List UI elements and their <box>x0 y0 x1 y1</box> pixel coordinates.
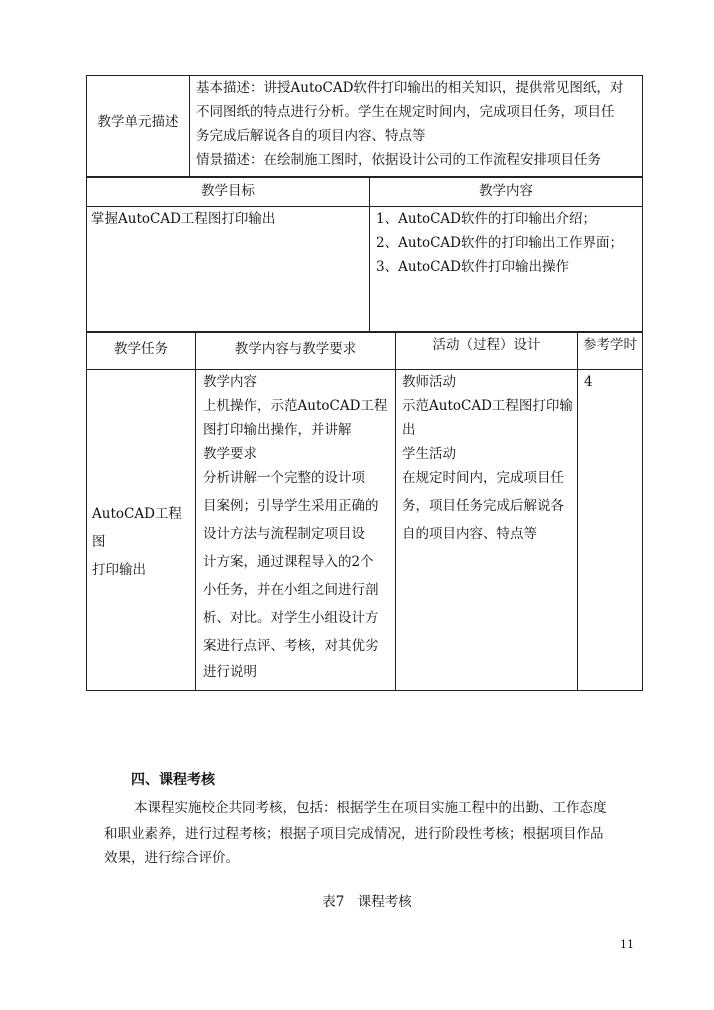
content-item-1: 1、AutoCAD软件的打印输出介绍； <box>376 211 596 227</box>
unit-description-line-1: 基本描述：讲授AutoCAD软件打印输出的相关知识，提供常见图纸，对 <box>196 80 624 96</box>
task-content-line-3: 图打印输出操作，并讲解 <box>203 422 352 438</box>
task-content-line-10: 析、对比。对学生小组设计方 <box>203 610 379 626</box>
activity-line-2: 示范AutoCAD工程图打印输 <box>402 398 573 414</box>
content-header: 教学内容 <box>479 183 533 199</box>
task-content-line-8: 计方案，通过课程导入的2个 <box>203 554 374 570</box>
tasks-table-border-bottom <box>86 690 643 691</box>
activity-line-1: 教师活动 <box>402 374 456 390</box>
top-table-border-right <box>642 75 643 332</box>
activity-line-4: 学生活动 <box>402 446 456 462</box>
tasks-col-divider-2 <box>395 331 396 691</box>
task-content-line-4: 教学要求 <box>203 446 257 462</box>
section-paragraph-line-1: 本课程实施校企共同考核，包括：根据学生在项目实施工程中的出勤、工作态度 <box>134 800 607 816</box>
task-content-line-1: 教学内容 <box>203 374 257 390</box>
table-caption: 表7 课程考核 <box>322 894 412 910</box>
header-activity-design: 活动（过程）设计 <box>432 337 541 353</box>
tasks-table-border-left <box>86 331 87 691</box>
activity-line-3: 出 <box>402 422 416 438</box>
tasks-col-divider-1 <box>195 331 196 691</box>
unit-description-line-3: 务完成后解说各自的项目内容、特点等 <box>196 128 426 144</box>
task-content-line-11: 案进行点评、考核，对其优劣 <box>203 638 379 654</box>
activity-line-5: 在规定时间内，完成项目任 <box>402 470 564 486</box>
content-item-3: 3、AutoCAD软件打印输出操作 <box>376 259 569 275</box>
content-item-2: 2、AutoCAD软件的打印输出工作界面； <box>376 235 623 251</box>
header-content-requirements: 教学内容与教学要求 <box>234 341 357 357</box>
objectives-header: 教学目标 <box>201 183 255 199</box>
task-content-line-9: 小任务，并在小组之间进行剖 <box>203 582 379 598</box>
page-number: 11 <box>620 938 634 951</box>
task-content-line-5: 分析讲解一个完整的设计项 <box>203 470 365 486</box>
objective-text: 掌握AutoCAD工程图打印输出 <box>91 211 276 227</box>
task-name: AutoCAD工程图 打印输出 <box>92 506 182 578</box>
reference-hours-value: 4 <box>584 374 593 390</box>
header-reference-hours: 参考学时 <box>583 337 637 353</box>
unit-description-line-2: 不同图纸的特点进行分析。学生在规定时间内，完成项目任务，项目任 <box>196 104 615 120</box>
task-content-line-2: 上机操作，示范AutoCAD工程 <box>203 398 388 414</box>
section-heading: 四、课程考核 <box>131 772 215 788</box>
description-divider <box>189 75 190 177</box>
tasks-table-border-right <box>642 331 643 691</box>
unit-description-label: 教学单元描述 <box>97 114 179 130</box>
tasks-col-divider-3 <box>577 331 578 691</box>
top-table-border-left <box>86 75 87 332</box>
task-content-line-6: 目案例；引导学生采用正确的 <box>203 498 379 514</box>
activity-line-6: 务，项目任务完成后解说各 <box>402 498 564 514</box>
header-teaching-task: 教学任务 <box>114 341 168 357</box>
description-row-bottom <box>86 176 643 178</box>
section-paragraph-line-3: 效果，进行综合评价。 <box>104 850 239 866</box>
task-content-line-12: 进行说明 <box>203 664 257 680</box>
task-content-line-7: 设计方法与流程制定项目设 <box>203 526 365 542</box>
section-paragraph-line-2: 和职业素养，进行过程考核；根据子项目完成情况，进行阶段性考核；根据项目作品 <box>104 826 604 842</box>
activity-line-7: 自的项目内容、特点等 <box>402 526 537 542</box>
unit-description-line-4: 情景描述：在绘制施工图时，依据设计公司的工作流程安排项目任务 <box>196 152 601 168</box>
